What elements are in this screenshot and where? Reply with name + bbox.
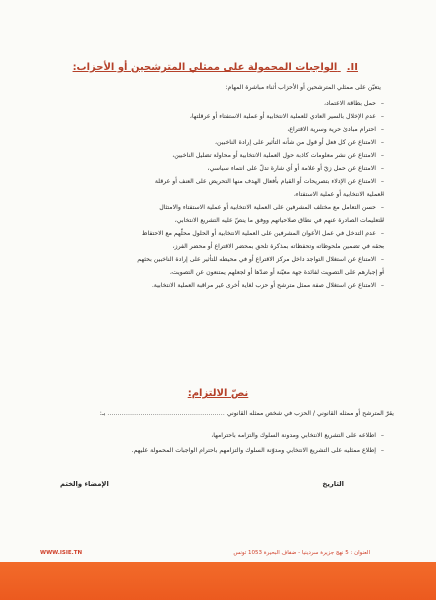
list-item: – الامتناع عن استغلال التواجد داخل مركز الاقتراع أو في محيطه للتأثير على إرادة الناخبين بحثهم xyxy=(39,253,384,266)
list-item: – الامتناع عن كل فعل أو قول من شأنه التأثير على إرادة الناخبين، xyxy=(39,136,384,149)
pledge-statement xyxy=(34,410,394,417)
footer-address: العنوان : 5 نهج جزيرة سردينيا - ضفاف البحيرة 1053 تونس xyxy=(233,550,370,556)
footer-color-bar xyxy=(0,562,436,600)
list-item-continuation: – بحقه في تضمين ملحوظاته وتحفظاته بمذكرة تلحق بمحضر الاقتراع أو محضر الفرز، xyxy=(39,240,384,253)
pledge-blank-field[interactable]: ………………………………………………… xyxy=(107,410,225,417)
list-item: – الامتناع عن الإدلاء بتصريحات أو القيام بأفعال الهدف منها التحريض على العنف أو عرقلة xyxy=(39,175,384,188)
list-item-continuation: – للتعليمات الصادرة عنهم في نطاق صلاحياتهم ووفق ما ينصّ عليه التشريع الانتخابي، xyxy=(39,214,384,227)
list-item: – عدم التدخل في عمل الأعوان المشرفين على العملية الانتخابية أو الحلول محلّهم مع الاحتفاظ xyxy=(39,227,384,240)
section-heading xyxy=(58,62,358,73)
list-item: – عدم الإخلال بالسير العادي للعملية الانتخابية أو عملية الاستفتاء أو عرقلتها، xyxy=(39,110,384,123)
pledge-title: نصّ الالتزام: xyxy=(187,388,249,399)
list-item: – حسن التعامل مع مختلف المشرفين على العملية الانتخابية أو عملية الاستفتاء والامتثال xyxy=(39,201,384,214)
footer-website-link[interactable]: WWW.ISIE.TN xyxy=(40,550,83,556)
list-item-continuation: – أو إجبارهم على التصويت لفائدة جهة معيّنة أو ضدّها أو لجعلهم يمتنعون عن التصويت، xyxy=(39,266,384,279)
signature-stamp-label: الإمضاء والختم xyxy=(60,480,109,488)
pledge-items-list xyxy=(39,428,384,458)
date-label: التاريخ xyxy=(322,480,344,488)
list-item: – إطلاع ممثليه على التشريع الانتخابي ومدوّنة السلوك والتزامهم باحترام الواجبات المحمولة عليهم. xyxy=(39,443,384,458)
section-number: II. xyxy=(346,62,358,73)
duties-list xyxy=(39,97,384,292)
section-title: الواجبات المحمولة على ممثلي المترشحين أو الأحزاب: xyxy=(72,62,338,73)
list-item: – اطلاعه على التشريع الانتخابي ومدونة السلوك والتزامه باحترامها، xyxy=(39,428,384,443)
list-item: – احترام مبادئ حرية وسرية الاقتراع، xyxy=(39,123,384,136)
list-item: – الامتناع عن حمل زيّ أو علامة أو أي شارة تدلّ على انتماء سياسي، xyxy=(39,162,384,175)
intro-paragraph: يتعيّن على ممثلي المترشحين أو الأحزاب أثناء مباشرة المهام: xyxy=(225,84,381,91)
pledge-statement-text: يقرّ المترشح أو ممثله القانوني / الحزب في شخص ممثله القانوني xyxy=(226,410,394,417)
list-item: – الامتناع عن نشر معلومات كاذبة حول العملية الانتخابية أو محاولة تضليل الناخبين، xyxy=(39,149,384,162)
list-item: – حمل بطاقة الاعتماد، xyxy=(39,97,384,110)
list-item: – الامتناع عن استغلال صفة ممثل مترشح أو حزب لغاية أخرى غير مراقبة العملية الانتخابية. xyxy=(39,279,384,292)
list-item-continuation: – العملية الانتخابية أو عملية الاستفتاء، xyxy=(39,188,384,201)
pledge-statement-suffix: بـ: xyxy=(99,410,106,417)
